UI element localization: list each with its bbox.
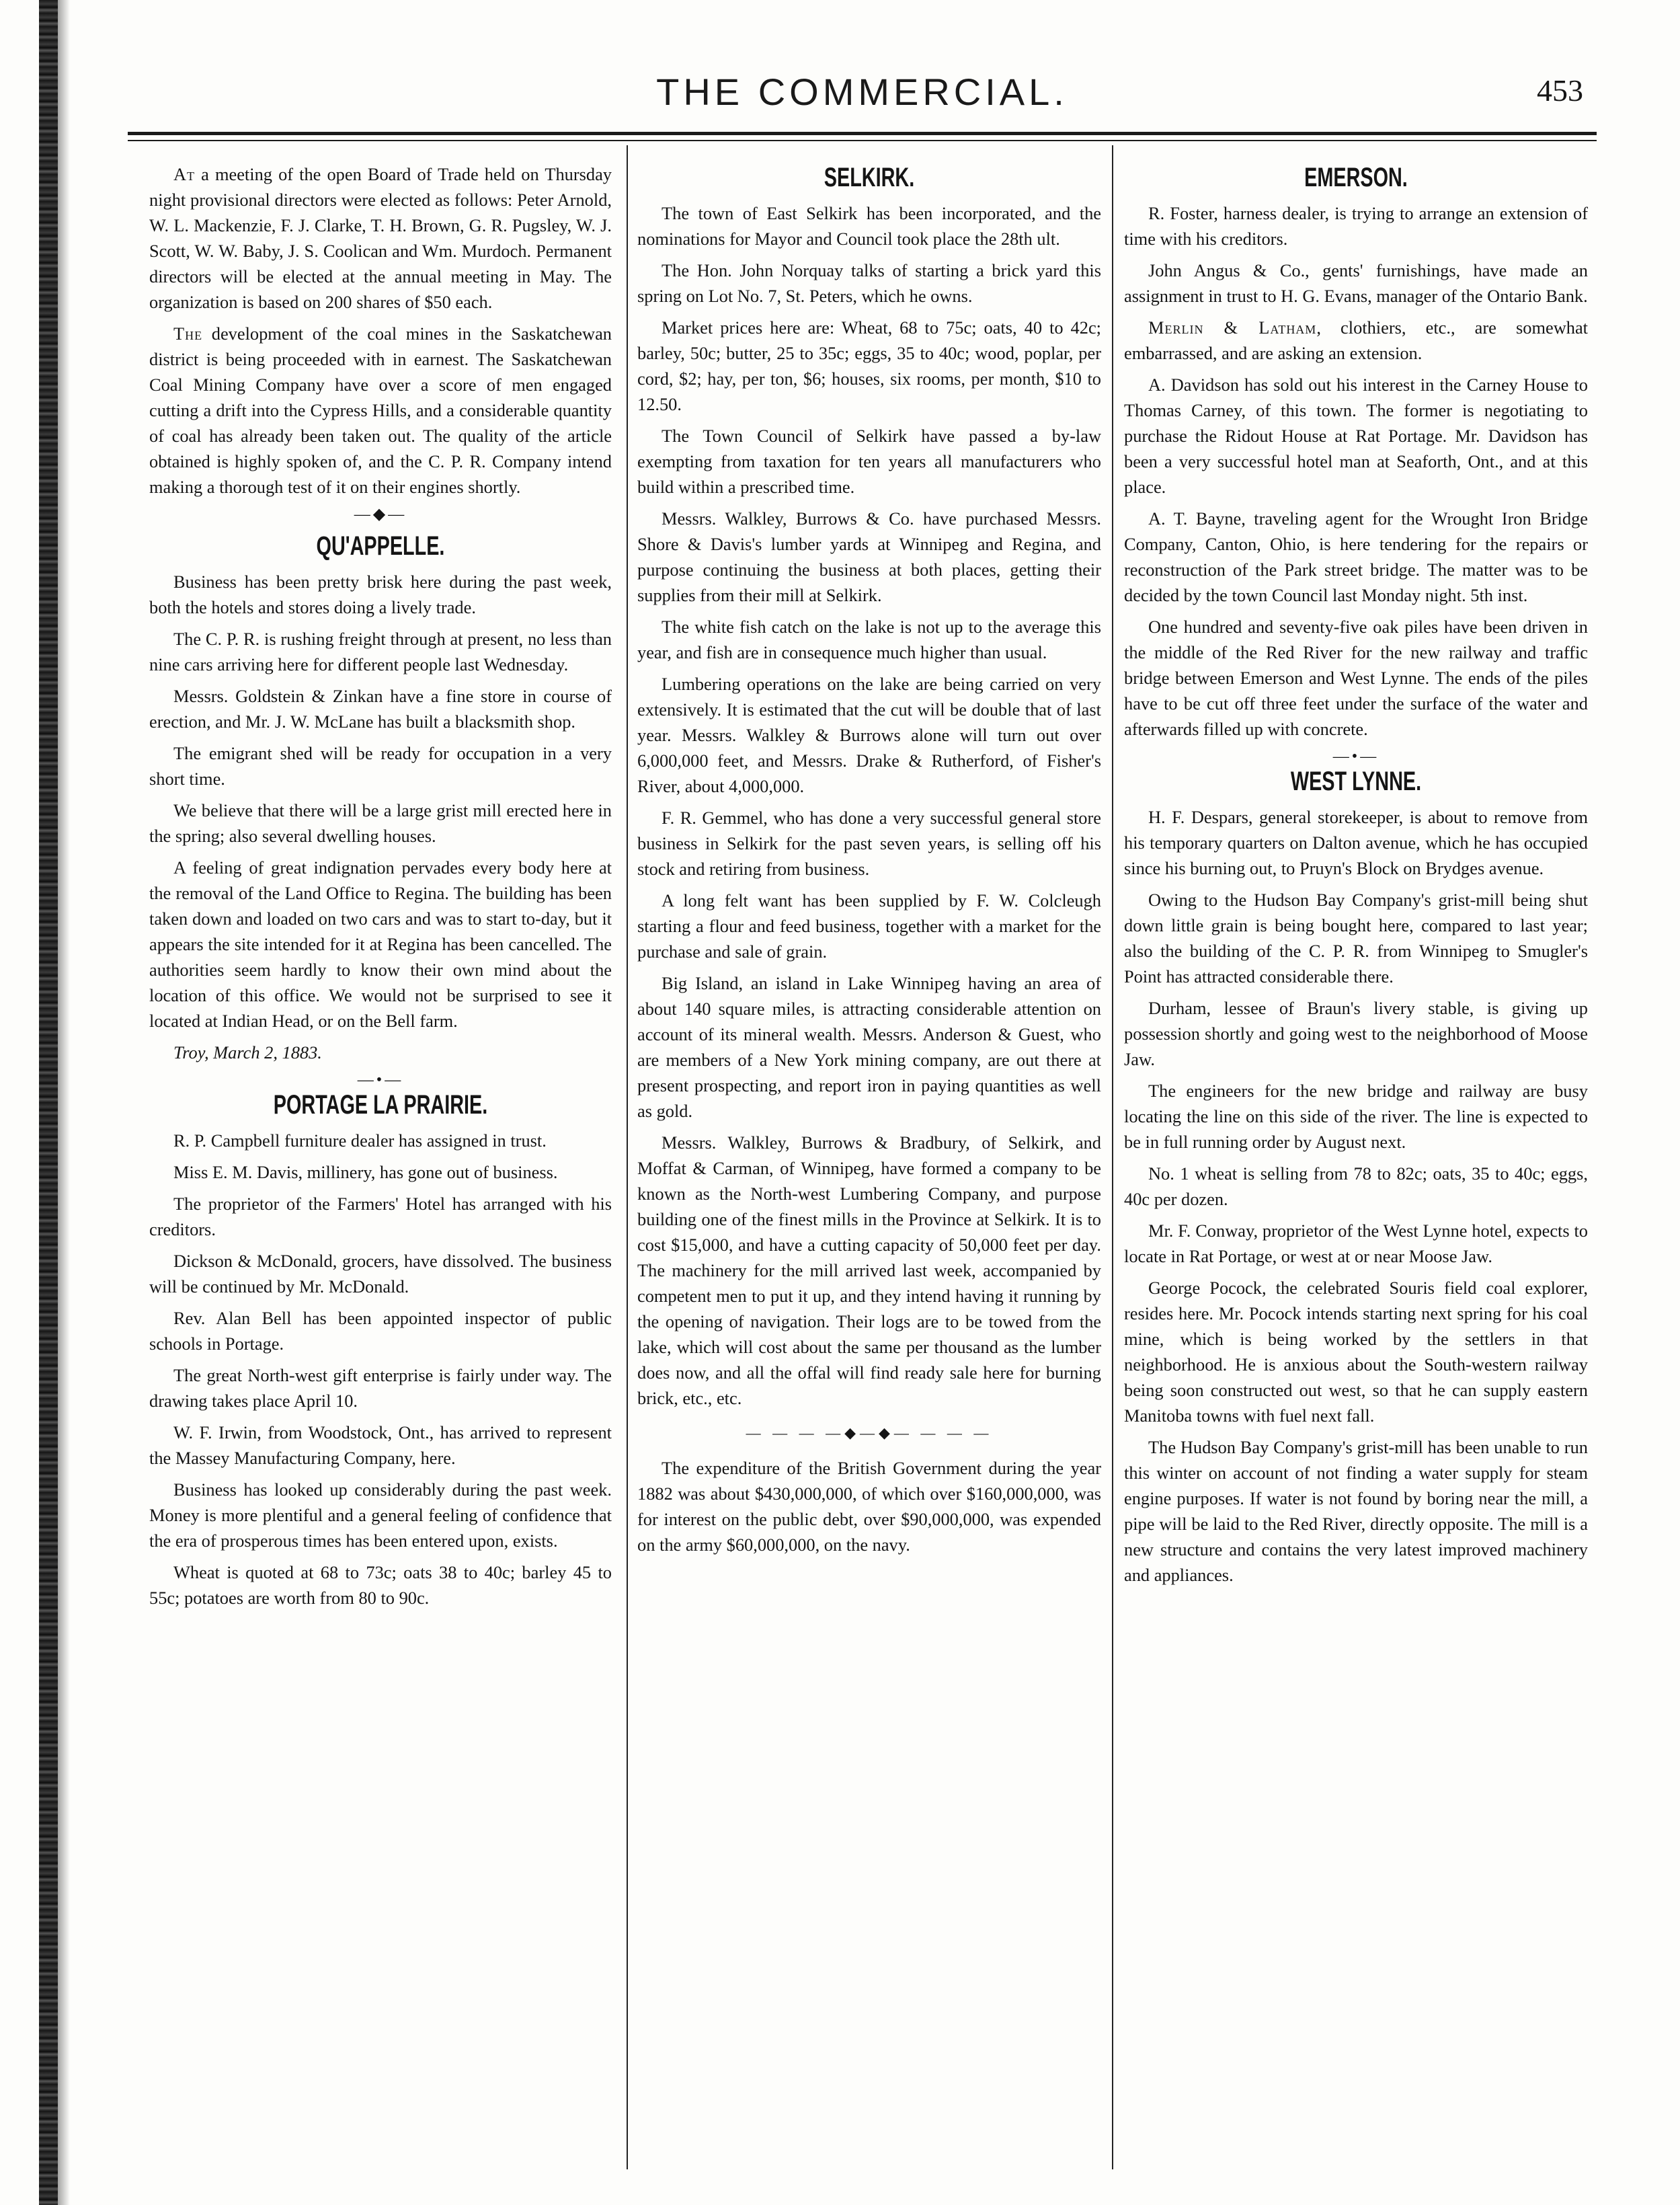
section-divider: — — — —◆—◆— — — — xyxy=(746,1424,993,1441)
paragraph: Messrs. Goldstein & Zinkan have a fine store in course of erection, and Mr. J. W. McLane has built a blacksmith shop. xyxy=(149,686,612,732)
paragraph: H. F. Despars, general storekeeper, is about to remove from his temporary quarters on Dalton avenue, which he has occupied since his burning out, to Pruyn's Block on Brydges avenue. xyxy=(1124,807,1588,878)
paragraph: Mr. F. Conway, proprietor of the West Lynne hotel, expects to locate in Rat Portage, or west at or near Moose Jaw. xyxy=(1124,1221,1588,1266)
paragraph xyxy=(1124,315,1588,366)
paragraph: The Hudson Bay Company's grist-mill has been unable to run this winter on account of not finding a water supply for steam engine purposes. If water is not found by boring near the mill, a pipe will be laid to the Red River, directly opposite. The mill is a new structure and contains the very latest improved machinery and appliances. xyxy=(1124,1437,1588,1585)
paragraph: We believe that there will be a large grist mill erected here in the spring; also several dwelling houses. xyxy=(149,800,612,846)
paragraph: F. R. Gemmel, who has done a very successful general store business in Selkirk for the past seven years, is selling off his stock and retiring from business. xyxy=(637,808,1101,879)
paragraph: W. F. Irwin, from Woodstock, Ont., has arrived to represent the Massey Manufacturing Company, here. xyxy=(149,1422,612,1468)
lead-word: At xyxy=(173,164,196,184)
column-rule-2 xyxy=(1112,145,1113,2169)
paragraph: R. Foster, harness dealer, is trying to arrange an extension of time with his creditors. xyxy=(1124,203,1588,249)
paragraph: The Town Council of Selkirk have passed a by-law exempting from taxation for ten years all manufacturers who build within a prescribed time. xyxy=(637,426,1101,497)
paragraph: A long felt want has been supplied by F. W. Colcleugh starting a flour and feed business, together with a market for the purchase and sale of grain. xyxy=(637,890,1101,962)
page-binding-edge xyxy=(39,0,58,2205)
column-2 xyxy=(637,161,1101,1563)
paragraph: Rev. Alan Bell has been appointed inspector of public schools in Portage. xyxy=(149,1308,612,1354)
paragraph: Messrs. Walkley, Burrows & Bradbury, of Selkirk, and Moffat & Carman, of Winnipeg, have formed a company to be known as the North-west Lumbering Company, and purpose building one of the finest mills in the Province at Selkirk. It is to cost $15,000, and have a cutting capacity of 50,000 feet per day. The machinery for the mill arrived last week, accompanied by competent men to put it up, and they intend having it running by the opening of navigation. Their logs are to be towed from the lake, which will cost about the same per thousand as the lumber does now, and all the offal will find ready sale here for burning brick, etc., etc. xyxy=(637,1132,1101,1408)
section-heading-selkirk: SELKIRK. xyxy=(824,163,915,192)
paragraph: Dickson & McDonald, grocers, have dissolved. The business will be continued by Mr. McDonald. xyxy=(149,1251,612,1297)
paragraph-text: a meeting of the open Board of Trade held on Thursday night provisional directors were elected as follows: Peter Arnold, W. L. Mackenzie, F. J. Clarke, T. H. Brown, G. R. Pugsley, W. J. Scott, W. W. Baby, J. S. Coolican and Wm. Murdoch. Permanent directors will be elected at the annual meeting in May. The organization is based on 200 shares of $50 each. xyxy=(149,164,612,312)
section-ornament: —•— xyxy=(357,1071,404,1089)
paragraph: The expenditure of the British Government during the year 1882 was about $430,000,000, of which over $160,000,000, was for interest on the public debt, over $90,000,000, was expended on the army $60,000,000, on the navy. xyxy=(637,1458,1101,1555)
paragraph: George Pocock, the celebrated Souris field coal explorer, resides here. Mr. Pocock intends starting next spring for his coal mine, which is being worked by the settlers in that neighborhood. He is anxious about the South-western railway being soon constructed out west, so that he can supply eastern Manitoba towns with fuel next fall. xyxy=(1124,1278,1588,1426)
header-rule-thick xyxy=(128,132,1597,135)
masthead xyxy=(128,70,1597,124)
paragraph: Market prices here are: Wheat, 68 to 75c; oats, 40 to 42c; barley, 50c; butter, 25 to 35c; eggs, 35 to 40c; wood, poplar, per cord, $2; hay, per ton, $6; houses, six rooms, per month, $10 to 12.50. xyxy=(637,317,1101,414)
paragraph: One hundred and seventy-five oak piles have been driven in the middle of the Red River for the new railway and traffic bridge between Emerson and West Lynne. The ends of the piles have to be cut off three feet under the surface of the water and afterwards filled up with concrete. xyxy=(1124,617,1588,739)
paragraph: Durham, lessee of Braun's livery stable, is giving up possession shortly and going west to the neighborhood of Moose Jaw. xyxy=(1124,998,1588,1069)
paragraph: The proprietor of the Farmers' Hotel has arranged with his creditors. xyxy=(149,1194,612,1239)
section-heading-west-lynne: WEST LYNNE. xyxy=(1290,767,1422,796)
column-1 xyxy=(149,161,612,1617)
paragraph-text: , clothiers, etc., are somewhat embarrassed, and are asking an extension. xyxy=(1124,317,1588,363)
paragraph-text: development of the coal mines in the Saskatchewan district is being proceeded with in earnest. The Saskatchewan Coal Mining Company have over a score of men engaged cutting a drift into the Cypress Hills, and a considerable quantity of coal has already been taken out. The quality of the article obtained is highly spoken of, and the C. P. R. Company intend making a thorough test of it on their engines shortly. xyxy=(149,323,612,497)
section-ornament: —•— xyxy=(1332,748,1379,765)
section-heading-emerson: EMERSON. xyxy=(1304,163,1408,192)
paragraph: Wheat is quoted at 68 to 73c; oats 38 to 40c; barley 45 to 55c; potatoes are worth from 80 to 90c. xyxy=(149,1562,612,1608)
header-rule-thin xyxy=(128,140,1597,141)
paragraph: The great North-west gift enterprise is fairly under way. The drawing takes place April 10. xyxy=(149,1365,612,1411)
paragraph: The town of East Selkirk has been incorporated, and the nominations for Mayor and Council took place the 28th ult. xyxy=(637,203,1101,249)
page-number: 453 xyxy=(1537,73,1583,108)
paragraph: The emigrant shed will be ready for occupation in a very short time. xyxy=(149,743,612,789)
article-coal-mines xyxy=(149,321,612,500)
paragraph: A feeling of great indignation pervades every body here at the removal of the Land Office to Regina. The building has been taken down and loaded on two cars and was to start to-day, but it appears the site intended for it at Regina has been cancelled. The authorities seem hardly to know their own mind about the location of this office. We would not be surprised to see it located at Indian Head, or on the Bell farm. xyxy=(149,857,612,1031)
paragraph: Business has been pretty brisk here during the past week, both the hotels and stores doing a lively trade. xyxy=(149,572,612,617)
paragraph: A. T. Bayne, traveling agent for the Wrought Iron Bridge Company, Canton, Ohio, is here tendering for the repairs or reconstruction of the Park street bridge. The matter was to be decided by the town Council last Monday night. 5th inst. xyxy=(1124,508,1588,605)
paragraph: The C. P. R. is rushing freight through at present, no less than nine cars arriving here for different people last Wednesday. xyxy=(149,629,612,674)
dateline: Troy, March 2, 1883. xyxy=(173,1042,322,1062)
paragraph: Owing to the Hudson Bay Company's grist-mill being shut down little grain is being bought here, compared to last year; also the building of the C. P. R. from Winnipeg to Smugler's Point has attracted considerable there. xyxy=(1124,890,1588,987)
paragraph: R. P. Campbell furniture dealer has assigned in trust. xyxy=(173,1130,547,1151)
paragraph: Big Island, an island in Lake Winnipeg having an area of about 140 square miles, is attracting considerable attention on account of its mineral wealth. Messrs. Anderson & Guest, who are members of a New York mining company, are out there at present prospecting, and report iron in paying quantities as well as gold. xyxy=(637,973,1101,1121)
lead-word: The xyxy=(173,323,203,344)
section-ornament: —◆— xyxy=(354,506,407,523)
paragraph: Miss E. M. Davis, millinery, has gone out of business. xyxy=(173,1162,558,1182)
paragraph: The white fish catch on the lake is not up to the average this year, and fish are in consequence much higher than usual. xyxy=(637,617,1101,662)
column-3 xyxy=(1124,161,1588,1594)
publication-title: THE COMMERCIAL. xyxy=(656,71,1068,113)
paragraph: No. 1 wheat is selling from 78 to 82c; oats, 35 to 40c; eggs, 40c per dozen. xyxy=(1124,1163,1588,1209)
paragraph: The engineers for the new bridge and railway are busy locating the line on this side of the river. The line is expected to be in full running order by August next. xyxy=(1124,1081,1588,1152)
paragraph: A. Davidson has sold out his interest in the Carney House to Thomas Carney, of this town. The former is negotiating to purchase the Ridout House at Rat Portage. Mr. Davidson has been a very successful hotel man at Seaforth, Ont., and at this place. xyxy=(1124,375,1588,497)
article-board-of-trade xyxy=(149,161,612,315)
paragraph: Lumbering operations on the lake are being carried on very extensively. It is estimated that the cut will be double that of last year. Messrs. Walkley & Burrows alone will turn out over 6,000,000 feet, and Messrs. Drake & Rutherford, of Fisher's River, about 4,000,000. xyxy=(637,674,1101,796)
section-heading-portage: PORTAGE LA PRAIRIE. xyxy=(273,1090,488,1120)
paragraph: Business has looked up considerably during the past week. Money is more plentiful and a general feeling of confidence that the era of prosperous times has been entered upon, exists. xyxy=(149,1479,612,1551)
column-rule-1 xyxy=(627,145,628,2169)
paragraph: Messrs. Walkley, Burrows & Co. have purchased Messrs. Shore & Davis's lumber yards at Winnipeg and Regina, and purpose continuing the business at both places, getting their supplies from their mill at Selkirk. xyxy=(637,508,1101,605)
lead-name: Merlin & Latham xyxy=(1148,317,1317,338)
page-binding-shadow xyxy=(58,0,70,2205)
paragraph: The Hon. John Norquay talks of starting a brick yard this spring on Lot No. 7, St. Peters, which he owns. xyxy=(637,260,1101,306)
section-heading-quappelle: QU'APPELLE. xyxy=(316,531,445,561)
paragraph: John Angus & Co., gents' furnishings, have made an assignment in trust to H. G. Evans, manager of the Ontario Bank. xyxy=(1124,260,1588,306)
